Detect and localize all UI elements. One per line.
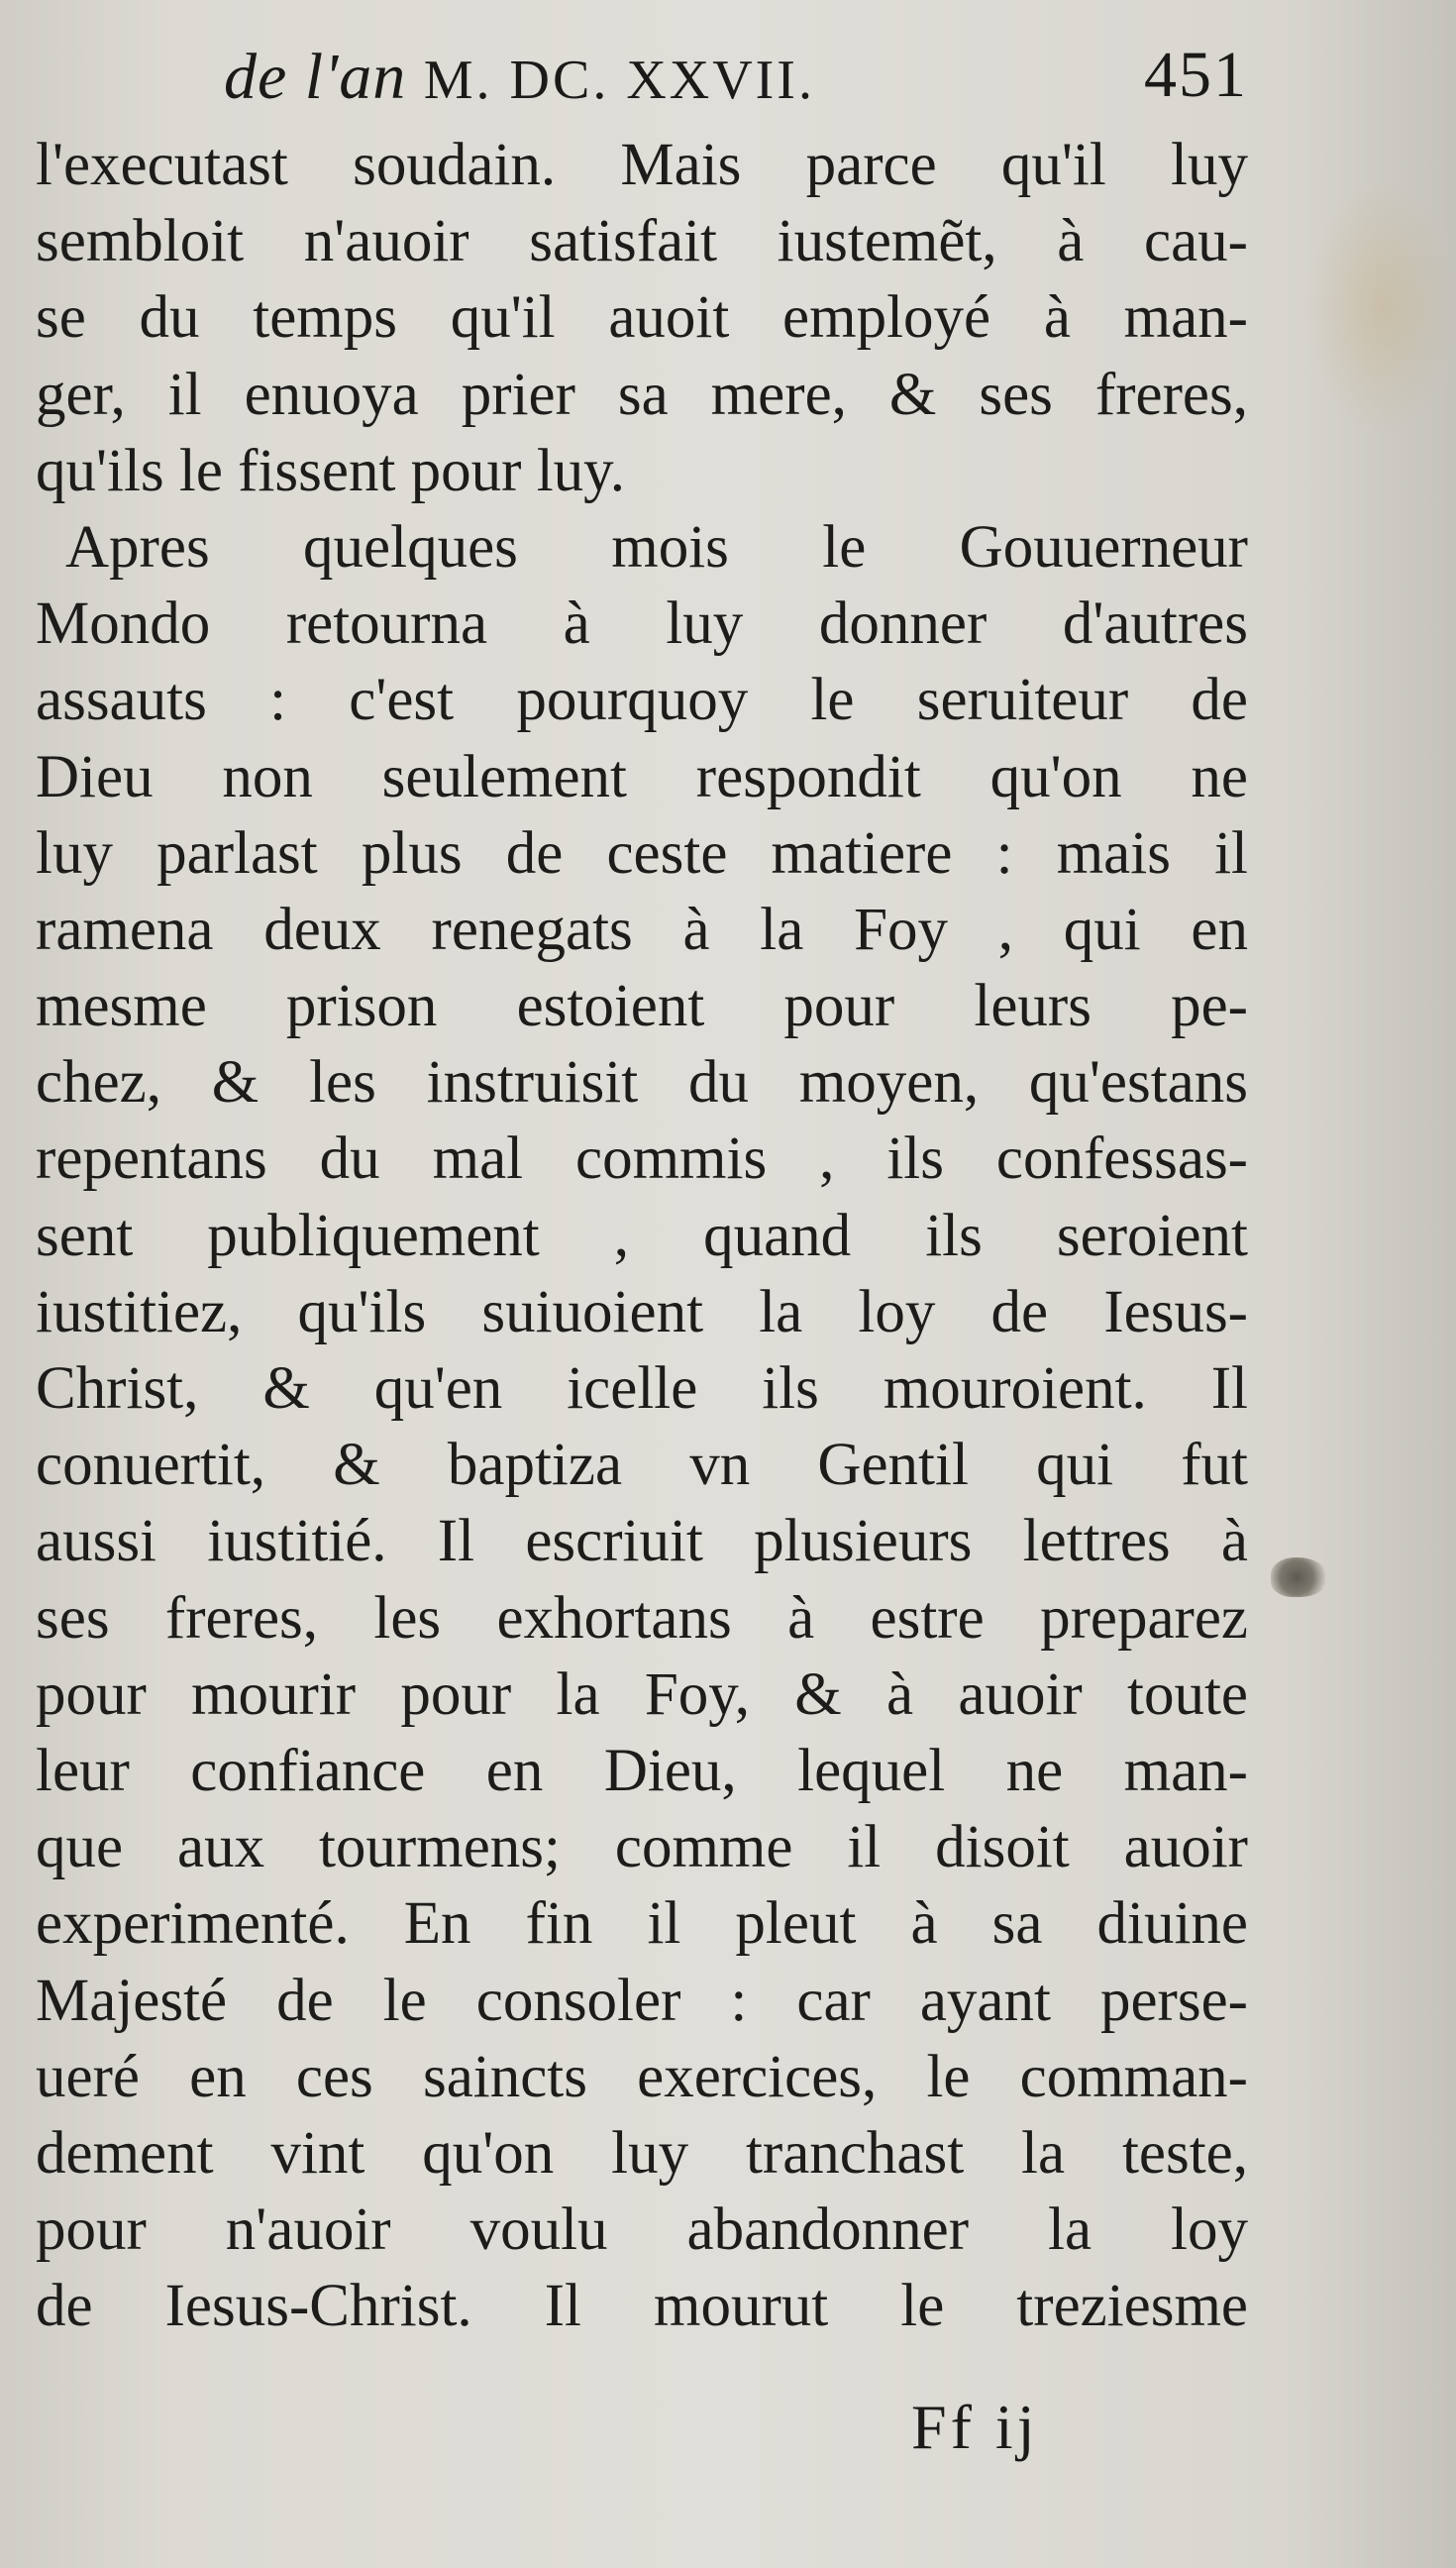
text-line: ger, il enuoya prier sa mere, & ses freres, — [36, 361, 1248, 428]
text-line: luy parlast plus de ceste matiere : mais il — [36, 819, 1248, 887]
text-line: ses freres, les exhortans à estre preparez — [36, 1584, 1248, 1652]
text-line: iustitiez, qu'ils suiuoient la loy de Iesus- — [36, 1278, 1248, 1345]
text-line: chez, & les instruisit du moyen, qu'estans — [36, 1049, 1248, 1117]
text-line: qu'ils le fissent pour luy. — [36, 437, 625, 504]
ink-spot — [1271, 1557, 1328, 1597]
text-line: ramena deux renegats à la Foy , qui en — [36, 896, 1248, 963]
text-line: leur confiance en Dieu, lequel ne man- — [36, 1737, 1248, 1804]
text-line: sembloit n'auoir satisfait iustemẽt, à cau- — [36, 208, 1248, 275]
text-line: sent publiquement , quand ils seroient — [36, 1202, 1248, 1269]
text-line: Dieu non seulement respondit qu'on ne — [36, 743, 1248, 810]
text-line: aussi iustitié. Il escriuit plusieurs lettres à — [36, 1508, 1248, 1575]
signature-mark: Ff ij — [911, 2392, 1039, 2462]
text-line: de Iesus-Christ. Il mourut le treziesme — [36, 2273, 1248, 2340]
text-line: pour mourir pour la Foy, & à auoir toute — [36, 1660, 1248, 1728]
body-text — [36, 127, 1248, 2344]
text-line: l'executast soudain. Mais parce qu'il luy — [36, 132, 1248, 198]
text-line: experimenté. En fin il pleut à sa diuine — [36, 1890, 1248, 1958]
text-line: que aux tourmens; comme il disoit auoir — [36, 1814, 1248, 1881]
text-line: ueré en ces saincts exercices, le comman- — [36, 2043, 1248, 2110]
page-number: 451 — [1144, 39, 1248, 111]
text-line: assauts : c'est pourquoy le seruiteur de — [36, 667, 1248, 734]
running-head — [36, 30, 1248, 129]
text-line: Christ, & qu'en icelle ils mouroient. Il — [36, 1355, 1248, 1422]
text-line: se du temps qu'il auoit employé à man- — [36, 284, 1248, 352]
text-line: pour n'auoir voulu abandonner la loy — [36, 2196, 1248, 2264]
text-line: Mondo retourna à luy donner d'autres — [36, 590, 1248, 658]
text-line: conuertit, & baptiza vn Gentil qui fut — [36, 1432, 1248, 1499]
text-line: Majesté de le consoler : car ayant perse- — [36, 1967, 1248, 2034]
text-line: repentans du mal commis , ils confessas- — [36, 1125, 1248, 1193]
text-line: mesme prison estoient pour leurs pe- — [36, 973, 1248, 1040]
paper-stain — [1307, 178, 1456, 436]
running-head-year: M. DC. XXVII. — [423, 50, 815, 111]
paragraph-start-line: Apres quelques mois le Gouuerneur — [65, 513, 1248, 581]
text-line: dement vint qu'on luy tranchast la teste, — [36, 2119, 1248, 2187]
running-head-italic: de l'an — [224, 41, 407, 113]
running-head-title — [224, 40, 815, 115]
